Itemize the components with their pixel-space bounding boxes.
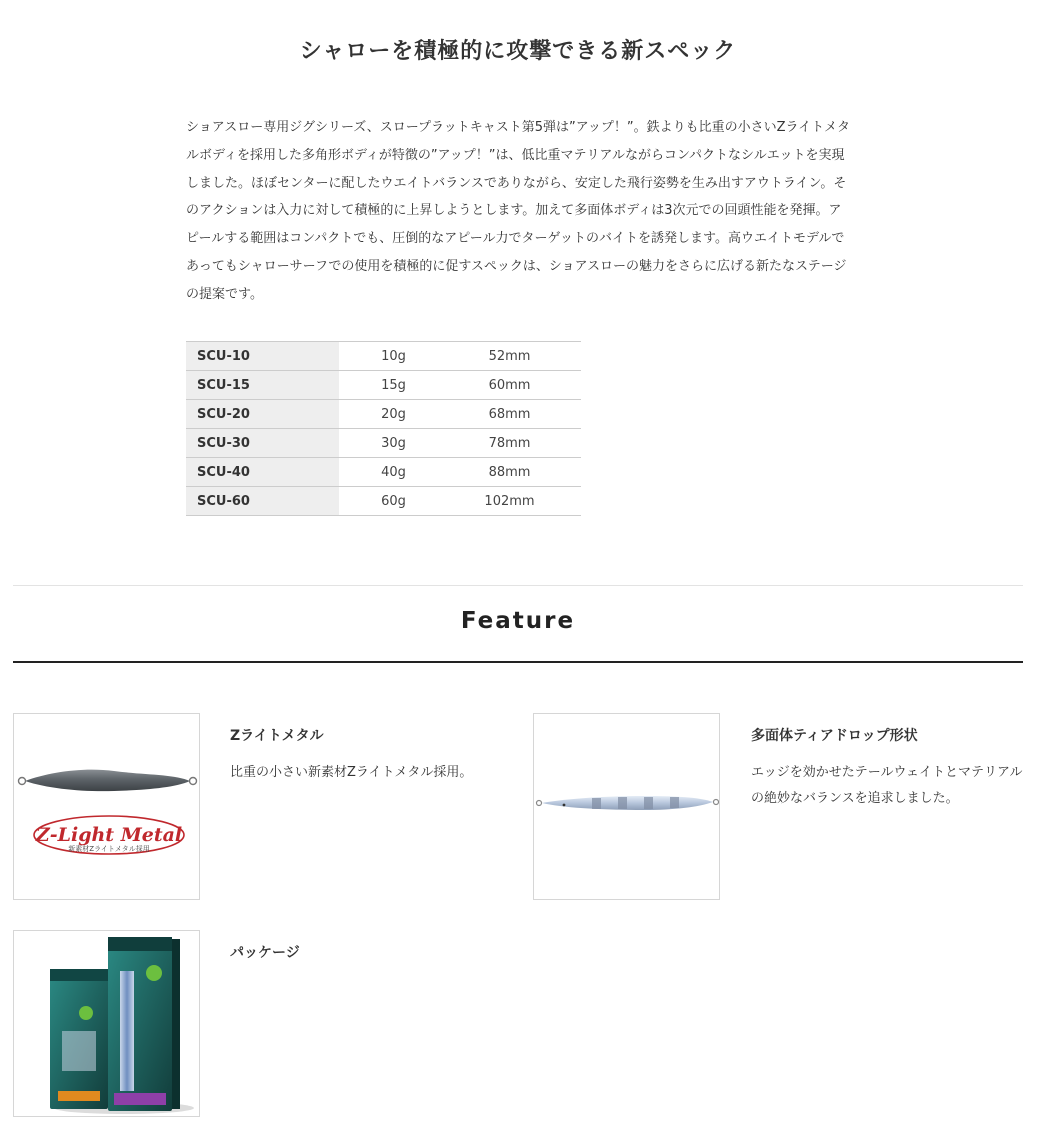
spec-length-cell: 102mm xyxy=(444,487,581,516)
spec-row xyxy=(186,371,581,400)
section-divider xyxy=(13,585,1023,586)
z-light-metal-image[interactable] xyxy=(13,713,200,900)
spec-model-cell: SCU-30 xyxy=(186,429,339,458)
spec-length-cell: 60mm xyxy=(444,371,581,400)
teardrop-jig-image[interactable] xyxy=(533,713,720,900)
spec-model-cell: SCU-20 xyxy=(186,400,339,429)
feature-title-z-light-metal: Zライトメタル xyxy=(230,728,324,744)
teardrop-jig-illustration xyxy=(534,714,720,900)
spec-row xyxy=(186,487,581,516)
feature-title-package: パッケージ xyxy=(230,945,300,961)
package-image[interactable] xyxy=(13,930,200,1117)
jig-lure-logo-illustration xyxy=(14,714,200,900)
spec-model-cell: SCU-10 xyxy=(186,342,339,371)
spec-weight-cell: 10g xyxy=(339,342,444,371)
spec-weight-cell: 20g xyxy=(339,400,444,429)
feature-heading-underline xyxy=(13,661,1023,663)
spec-length-cell: 78mm xyxy=(444,429,581,458)
feature-desc-z-light-metal: 比重の小さい新素材Zライトメタル採用。 xyxy=(230,765,473,780)
z-light-metal-logo-text: Z-Light Metal xyxy=(35,824,183,846)
spec-length-cell: 88mm xyxy=(444,458,581,487)
spec-row xyxy=(186,458,581,487)
spec-length-cell: 68mm xyxy=(444,400,581,429)
spec-model-cell: SCU-60 xyxy=(186,487,339,516)
spec-row xyxy=(186,342,581,371)
spec-length-cell: 52mm xyxy=(444,342,581,371)
feature-title-teardrop-shape: 多面体ティアドロップ形状 xyxy=(751,728,918,744)
page-title: シャローを積極的に攻撃できる新スペック xyxy=(299,39,737,64)
feature-heading: Feature xyxy=(460,608,576,634)
spec-weight-cell: 30g xyxy=(339,429,444,458)
spec-weight-cell: 40g xyxy=(339,458,444,487)
intro-paragraph: ショアスロー専用ジグシリーズ、スロープラットキャスト第5弾は”アップ！”。鉄よりも比重の小さいZライトメタルボディを採用した多角形ボディが特徴の”アップ！”は、低比重マテリアルながらコンパクトなシルエットを実現しました。ほぼセンターに配したウエイトバランスでありながら、安定した飛行姿勢を生み出すアウトライン。そのアクションは入力に対して積極的に上昇しようとします。加えて多面体ボディは3次元での回頭性能を発揮。アピールする範囲はコンパクトでも、圧倒的なアピール力でターゲットのバイトを誘発します。高ウエイトモデルであってもシャローサーフでの使用を積極的に促すスペックは、ショアスローの魅力をさらに広げる新たなステージの提案です。 xyxy=(186,120,851,302)
package-illustration xyxy=(14,931,200,1117)
spec-table xyxy=(186,341,581,516)
spec-weight-cell: 60g xyxy=(339,487,444,516)
feature-desc-teardrop-shape: エッジを効かせたテールウェイトとマテリアルの絶妙なバランスを追求しました。 xyxy=(751,765,1023,806)
spec-model-cell: SCU-40 xyxy=(186,458,339,487)
spec-row xyxy=(186,400,581,429)
spec-row xyxy=(186,429,581,458)
z-light-metal-logo-subtext: 新素材Zライトメタル採用 xyxy=(68,845,150,853)
spec-model-cell: SCU-15 xyxy=(186,371,339,400)
spec-weight-cell: 15g xyxy=(339,371,444,400)
